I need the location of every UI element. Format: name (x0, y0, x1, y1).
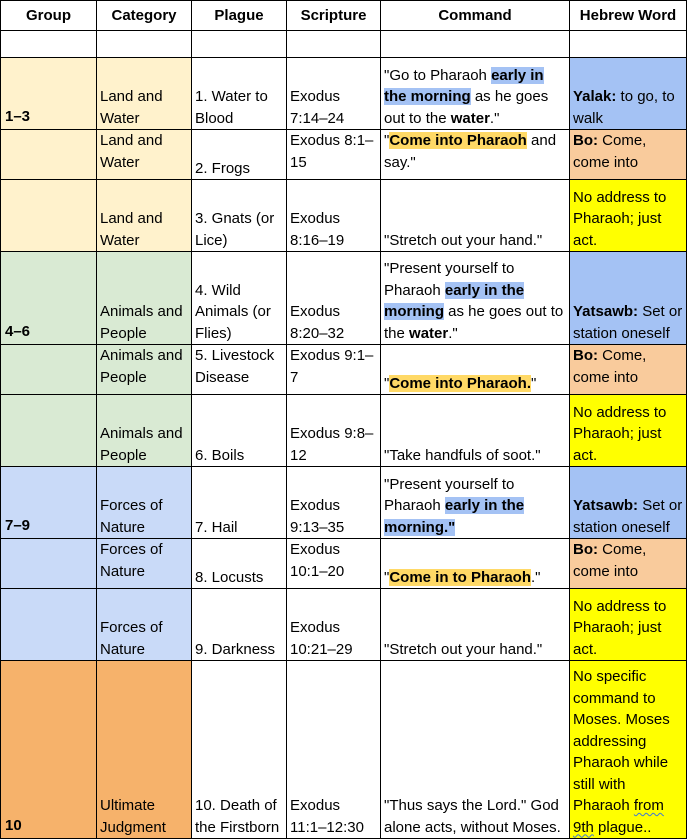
hebrew-word-cell: Bo: Come, come into (570, 130, 687, 180)
scripture-cell: Exodus 10:21–29 (287, 589, 381, 661)
category-cell: Land and Water (97, 180, 192, 252)
table-row (1, 58, 687, 130)
plague-cell: 6. Boils (192, 395, 287, 467)
command-cell: "Come into Pharaoh and say." (381, 130, 570, 180)
command-cell: "Come into Pharaoh." (381, 345, 570, 395)
plague-cell: 3. Gnats (or Lice) (192, 180, 287, 252)
table-row (1, 467, 687, 539)
header-hebrew-word: Hebrew Word (570, 1, 687, 31)
group-cell (1, 345, 97, 395)
hebrew-word-cell: No address to Pharaoh; just act. (570, 395, 687, 467)
header-command: Command (381, 1, 570, 31)
scripture-cell: Exodus 7:14–24 (287, 58, 381, 130)
scripture-cell: Exodus 9:8–12 (287, 395, 381, 467)
hebrew-word-cell: Yatsawb: Set or station oneself (570, 467, 687, 539)
hebrew-word-cell: Yalak: to go, to walk (570, 58, 687, 130)
group-cell: 10 (1, 661, 97, 839)
scripture-cell: Exodus 10:1–20 (287, 539, 381, 589)
scripture-cell: Exodus 8:20–32 (287, 252, 381, 345)
group-cell: 7–9 (1, 467, 97, 539)
group-cell (1, 589, 97, 661)
table-row (1, 180, 687, 252)
category-cell: Forces of Nature (97, 589, 192, 661)
plague-cell: 8. Locusts (192, 539, 287, 589)
category-cell: Forces of Nature (97, 467, 192, 539)
plague-cell: 10. Death of the Firstborn (192, 661, 287, 839)
hebrew-word-cell: Bo: Come, come into (570, 539, 687, 589)
group-cell: 4–6 (1, 252, 97, 345)
empty-cell (381, 31, 570, 58)
group-cell (1, 130, 97, 180)
empty-cell (570, 31, 687, 58)
command-cell: "Stretch out your hand." (381, 180, 570, 252)
group-cell: 1–3 (1, 58, 97, 130)
scripture-cell: Exodus 9:1–7 (287, 345, 381, 395)
header-group: Group (1, 1, 97, 31)
category-cell: Animals and People (97, 395, 192, 467)
empty-cell (1, 31, 97, 58)
category-cell: Animals and People (97, 345, 192, 395)
scripture-cell: Exodus 8:16–19 (287, 180, 381, 252)
group-cell (1, 395, 97, 467)
plague-cell: 1. Water to Blood (192, 58, 287, 130)
hebrew-word-cell: No address to Pharaoh; just act. (570, 589, 687, 661)
plague-cell: 2. Frogs (192, 130, 287, 180)
command-cell: "Go to Pharaoh early in the morning as he goes out to the water." (381, 58, 570, 130)
header-scripture: Scripture (287, 1, 381, 31)
table-row (1, 130, 687, 180)
spellcheck-underline: from 9th (573, 797, 664, 836)
table-row (1, 661, 687, 839)
header-row (1, 1, 687, 31)
category-cell: Land and Water (97, 130, 192, 180)
scripture-cell: Exodus 9:13–35 (287, 467, 381, 539)
plague-cell: 4. Wild Animals (or Flies) (192, 252, 287, 345)
command-cell: "Take handfuls of soot." (381, 395, 570, 467)
table-row (1, 539, 687, 589)
command-cell: "Present yourself to Pharaoh early in the morning as he goes out to the water." (381, 252, 570, 345)
category-cell: Ultimate Judgment (97, 661, 192, 839)
group-cell (1, 539, 97, 589)
empty-cell (287, 31, 381, 58)
hebrew-word-cell: Yatsawb: Set or station oneself (570, 252, 687, 345)
empty-cell (97, 31, 192, 58)
empty-cell (192, 31, 287, 58)
plague-cell: 9. Darkness (192, 589, 287, 661)
hebrew-word-cell: Bo: Come, come into (570, 345, 687, 395)
command-cell: "Present yourself to Pharaoh early in the morning." (381, 467, 570, 539)
command-cell: "Stretch out your hand." (381, 589, 570, 661)
category-cell: Forces of Nature (97, 539, 192, 589)
group-cell (1, 180, 97, 252)
empty-row (1, 31, 687, 58)
command-cell: "Thus says the Lord." God alone acts, without Moses. (381, 661, 570, 839)
scripture-cell: Exodus 8:1–15 (287, 130, 381, 180)
table-row (1, 345, 687, 395)
category-cell: Animals and People (97, 252, 192, 345)
plague-cell: 7. Hail (192, 467, 287, 539)
table-row (1, 395, 687, 467)
table-row (1, 252, 687, 345)
command-cell: "Come in to Pharaoh." (381, 539, 570, 589)
header-plague: Plague (192, 1, 287, 31)
category-cell: Land and Water (97, 58, 192, 130)
hebrew-word-cell: No specific command to Moses. Moses addressing Pharaoh while still with Pharaoh from 9th plague.. (570, 661, 687, 839)
scripture-cell: Exodus 11:1–12:30 (287, 661, 381, 839)
hebrew-word-cell: No address to Pharaoh; just act. (570, 180, 687, 252)
plague-cell: 5. Livestock Disease (192, 345, 287, 395)
header-category: Category (97, 1, 192, 31)
table-row (1, 589, 687, 661)
